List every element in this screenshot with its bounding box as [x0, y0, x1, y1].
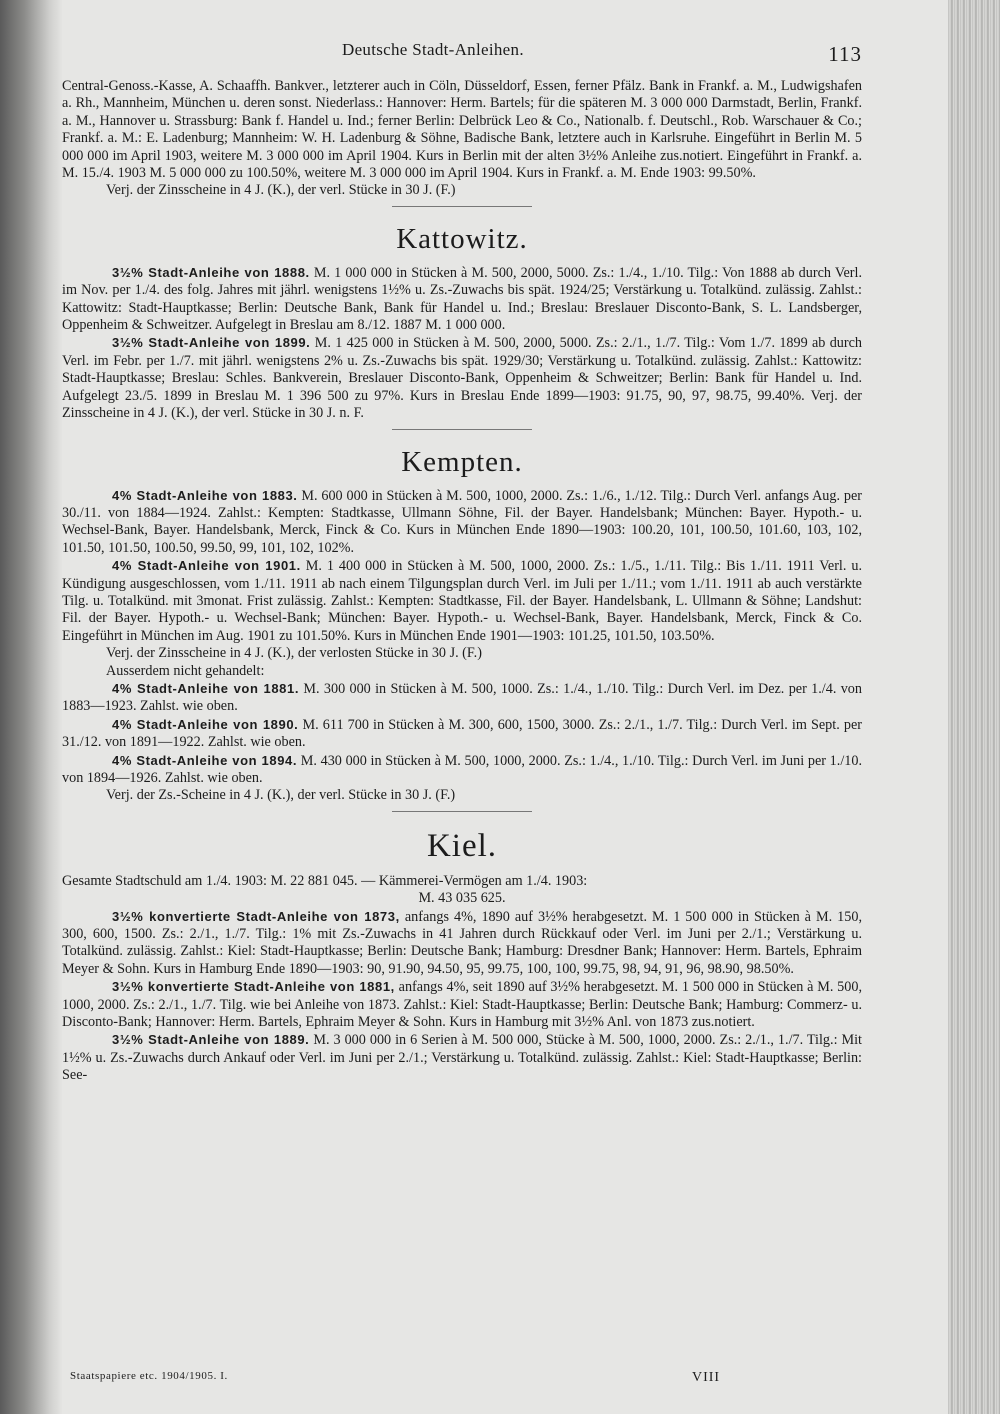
- loan-text: M. 1 000 000 in Stücken à M. 500, 2000, 5000. Zs.: 1./4., 1./10. Tilg.: Von 1888 ab durch Verl. im Nov. per 1./4. des folg. Jahres mit jährl. wenigstens 1½% u. Zs.-Zuwachs bis spät. 1924/25; Verstärkung u. Totalkünd. zulässig. Zahlst.: Kattowitz: Stadt-Hauptkasse; Berlin: Deutsche Bank, Bank für Handel u. Ind.; Breslau: Breslauer Disconto-Bank, S. L. Landsberger, Oppenheim & Schweitzer. Aufgelegt in Breslau am 8./12. 1887 M. 1 000 000.: [62, 264, 863, 334]
- kiel-loan-1881: [62, 978, 862, 1031]
- loan-text: M. 1 400 000 in Stücken à M. 500, 1000, 2000. Zs.: 1./5., 1./11. Tilg.: Bis 1./11. 1911 Verl. u. Kündigung ausgeschlossen, vom 1./11. 1911 ab nach einem Tilgungsplan durch Verl. im Juli per 1./11.; vom 1./11. 1911 ab auch verstärkte Tilg. u. Totalkünd. mit 3monat. Frist zulässig. Zahlst.: Kempten: Stadtkasse, Fil. der Bayer. Handelsbank, L. Ullmann & Söhne; Landshut: Fil. der Bayer. Hypoth.- u. Wechsel-Bank; München: Bayer. Hypoth.- u. Wechsel-Bank, Bayer. Handelsbank, Merck, Finck & Co. Eingeführt in München im Aug. 1901 zu 101.50%. Kurs in München Ende 1901—1903: 101.25, 101.50, 103.50%.: [62, 558, 862, 644]
- section-separator: [392, 206, 532, 207]
- kattowitz-loan-1899: [62, 334, 862, 422]
- loan-title: 4% Stadt-Anleihe von 1883.: [112, 487, 298, 503]
- loan-title: 4% Stadt-Anleihe von 1901.: [112, 558, 301, 574]
- loan-text: M. 1 425 000 in Stücken à M. 500, 2000, 5000. Zs.: 2./1., 1./7. Tilg.: Vom 1./7. 1899 ab durch Verl. im Febr. per 1./7. mit jährl. wenigstens 2% u. Zs.-Zuwachs bis spät. 1929/30; Verstärkung u. Totalkünd. zulässig. Zahlst.: Kattowitz: Stadt-Hauptkasse; Breslau: Schles. Bankverein, Breslauer Disconto-Bank, Oppenheim & Schweitzer; Berlin: Bank für Handel u. Ind. Aufgelegt 23./5. 1899 in Breslau M. 1 396 500 zu 97%. Kurs in Breslau Ende 1899—1903: 91.75, 90, 97, 98.75, 99.40%. Verj. der Zinsscheine in 4 J. (K.), der verl. Stücke in 30 J. n. F.: [62, 335, 863, 422]
- loan-text: anfangs 4%, seit 1890 auf 3½% herabgesetzt. M. 1 500 000 in Stücken à M. 500, 1000, 2000. Zs.: 2./1., 1./7. Tilg. wie bei Anleihe von 1873. Zahlst.: Kiel: Stadt-Hauptkasse; Berlin: Deutsche Bank; Hamburg: Commerz- u. Disconto-Bank; Hannover: Herm. Bartels, Ephraim Meyer & Sohn. Kurs in Hamburg mit 3½% Anl. von 1873 zus.notiert.: [62, 979, 862, 1031]
- loan-text: M. 600 000 in Stücken à M. 500, 1000, 2000. Zs.: 1./6., 1./12. Tilg.: Durch Verl. anfangs Aug. per 30./11. von 1884—1924. Zahlst.: Kempten: Stadtkasse, Ullmann Söhne, Fil. der Bayer. Handelsbank; München: Bayer. Hypoth.- u. Wechsel-Bank, Bayer. Handelsbank, Merck, Finck & Co. Kurs in München Ende 1890—1903: 100.20, 101, 100.50, 101.60, 103, 102, 101.50, 101.50, 100.50, 99.50, 99, 101, 102, 102%.: [62, 487, 862, 556]
- loan-text: anfangs 4%, 1890 auf 3½% herabgesetzt. M. 1 500 000 in Stücken à M. 150, 300, 600, 1500. Zs.: 2./1., 1./7. Tilg.: 1% mit Zs.-Zuwachs in 41 Jahren durch Rückkauf oder Verl. im Juni per 2./1.; Verstärkung u. Totalkünd. zulässig. Zahlst.: Kiel: Stadt-Hauptkasse; Berlin: Deutsche Bank; Hamburg: Dresdner Bank; Hannover: Herm. Bartels, Ephraim Meyer & Sohn. Kurs in Hamburg Ende 1890—1903: 90, 91.90, 94.50, 95, 99.75, 100, 100, 99.75, 98, 94, 91, 96, 98.90, 98.50%.: [62, 908, 862, 977]
- section-separator: [392, 811, 532, 812]
- page-footer: [62, 1370, 862, 1390]
- footer-signature: Staatspapiere etc. 1904/1905. I.: [70, 1370, 228, 1382]
- kattowitz-loan-1888: [62, 264, 862, 335]
- scan-right-edge: [948, 0, 1000, 1414]
- scan-left-edge: [0, 0, 62, 1414]
- footer-sheet-mark: VIII: [692, 1370, 721, 1385]
- kempten-ausserdem: Ausserdem nicht gehandelt:: [106, 662, 265, 679]
- kempten-verjaehrung-2: Verj. der Zs.-Scheine in 4 J. (K.), der verl. Stücke in 30 J. (F.): [106, 787, 456, 804]
- page-content: [62, 78, 862, 1085]
- loan-title: 3½% konvertierte Stadt-Anleihe von 1873,: [112, 908, 400, 924]
- loan-title: 4% Stadt-Anleihe von 1894.: [112, 752, 298, 768]
- kempten-loan-1890: [62, 716, 862, 752]
- loan-text: M. 3 000 000 in 6 Serien à M. 500 000, Stücke à M. 500, 1000, 2000. Zs.: 2./1., 1./7. Tilg.: Mit 1½% u. Zs.-Zuwachs durch Ankauf oder Verl. im Juni per 2./1.; Verstärkung u. Totalkünd. zulässig. Zahlst.: Kiel: Stadt-Hauptkasse; Berlin: See-: [62, 1032, 862, 1084]
- loan-title: 4% Stadt-Anleihe von 1890.: [112, 716, 299, 732]
- kempten-verjaehrung: Verj. der Zinsscheine in 4 J. (K.), der verlosten Stücke in 30 J. (F.): [106, 645, 482, 662]
- kiel-debt-line: Gesamte Stadtschuld am 1./4. 1903: M. 22 881 045. — Kämmerei-Vermögen am 1./4. 1903:: [62, 872, 588, 889]
- loan-text: M. 430 000 in Stücken à M. 500, 1000, 2000. Zs.: 1./4., 1./10. Tilg.: Durch Verl. im Juni per 1./10. von 1894—1926. Zahlst. wie oben.: [62, 752, 862, 786]
- kempten-loan-1883: [62, 487, 862, 558]
- loan-title: 3½% Stadt-Anleihe von 1889.: [112, 1032, 310, 1048]
- intro-verjaehrung: Verj. der Zinsscheine in 4 J. (K.), der verl. Stücke in 30 J. (F.): [106, 182, 456, 199]
- page-number: 113: [828, 42, 862, 66]
- loan-title: 4% Stadt-Anleihe von 1881.: [112, 680, 300, 696]
- intro-paragraph: Central-Genoss.-Kasse, A. Schaaffh. Bankver., letzterer auch in Cöln, Düsseldorf, Essen, ferner Pfälz. Bank in Frankf. a. M., Ludwigshafen a. Rh., Mannheim, München u. deren sonst. Niederlass.: Hannover: Herm. Bartels; für die späteren M. 3 000 000 Darmstadt, Berlin, Frankf. a. M., Hannover u. Strassburg: Bank f. Handel u. Ind.; ferner Berlin: Delbrück Leo & Co., Nationalb. f. Deutschl., Rob. Warschauer & Co.; Frankf. a. M.: E. Ladenburg; Mannheim: W. H. Ladenburg & Söhne, Badische Bank, letztere auch in Karlsruhe. Eingeführt in Berlin M. 5 000 000 im April 1903, weitere M. 3 000 000 im April 1904. Kurs in Berlin mit der alten 3½% Anleihe zus.notiert. Eingeführt in Frankf. a. M. 15./4. 1903 M. 5 000 000 zu 100.50%, weitere M. 3 000 000 im April 1904. Kurs in Frankf. a. M. Ende 1903: 99.50%.: [62, 78, 862, 182]
- city-heading-kattowitz: Kattowitz.: [396, 222, 528, 255]
- loan-title: 3½% konvertierte Stadt-Anleihe von 1881,: [112, 979, 395, 995]
- city-heading-kiel: Kiel.: [426, 827, 498, 864]
- kiel-loan-1873: [62, 908, 862, 979]
- kempten-loan-1881: [62, 680, 862, 716]
- book-page: [62, 0, 862, 1414]
- section-separator: [392, 429, 532, 430]
- city-heading-kempten: Kempten.: [401, 445, 523, 478]
- running-head: [62, 40, 862, 70]
- loan-title: 3½% Stadt-Anleihe von 1888.: [112, 264, 310, 280]
- kempten-loan-1894: [62, 752, 862, 788]
- loan-text: M. 611 700 in Stücken à M. 300, 600, 1500, 3000. Zs.: 2./1., 1./7. Tilg.: Durch Verl. im Sept. per 31./12. von 1891—1922. Zahlst. wie oben.: [62, 716, 862, 751]
- kempten-loan-1901: [62, 557, 862, 645]
- loan-title: 3½% Stadt-Anleihe von 1899.: [112, 335, 311, 351]
- loan-text: M. 300 000 in Stücken à M. 500, 1000. Zs.: 1./4., 1./10. Tilg.: Durch Verl. im Dez. per 1./4. von 1883—1923. Zahlst. wie oben.: [62, 680, 862, 715]
- kiel-debt-value: M. 43 035 625.: [418, 890, 506, 907]
- running-head-title: Deutsche Stadt-Anleihen.: [342, 40, 524, 59]
- kiel-loan-1889: [62, 1031, 862, 1084]
